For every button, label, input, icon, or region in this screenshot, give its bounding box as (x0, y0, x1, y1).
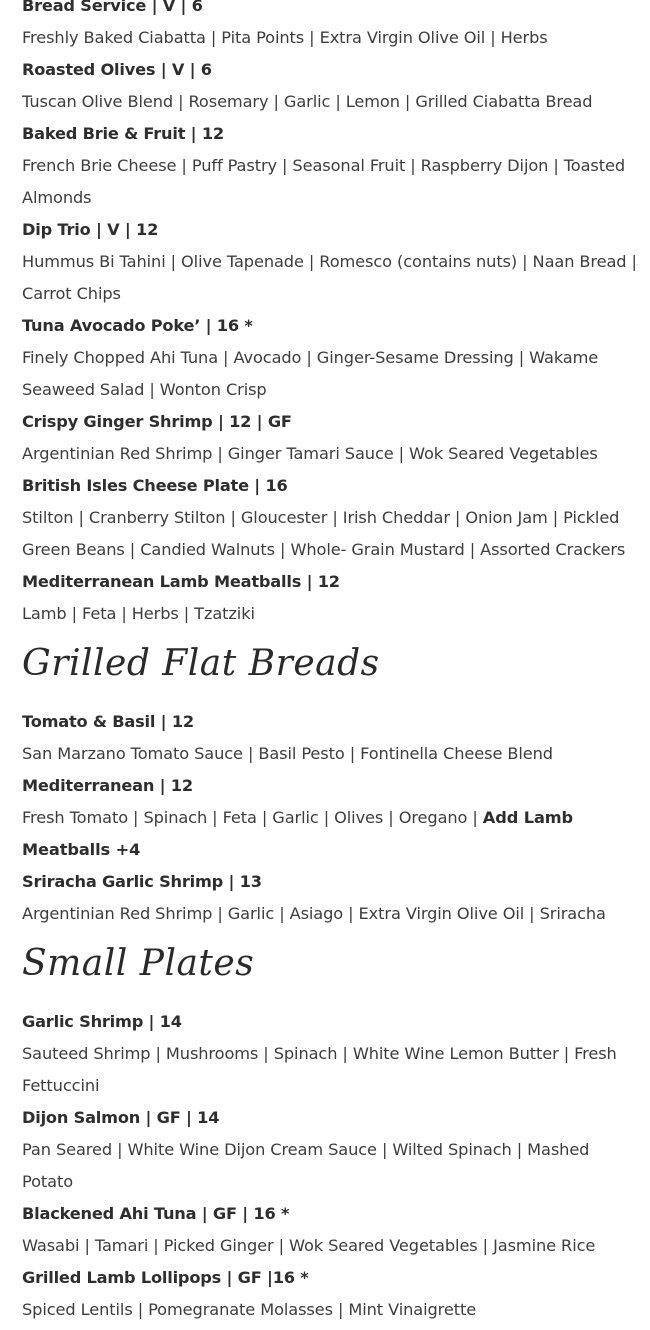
item-description: Potato (22, 1172, 74, 1191)
item-description: Spiced Lentils | Pomegranate Molasses | Mint Vinaigrette (22, 1300, 477, 1319)
item-description-text: Fresh Tomato | Spinach | Feta | Garlic | Olives | Oregano | (22, 808, 483, 827)
item-name: British Isles Cheese Plate | 16 (22, 476, 288, 495)
item-description: Green Beans | Candied Walnuts | Whole- Grain Mustard | Assorted Crackers (22, 540, 626, 559)
item-name: Mediterranean Lamb Meatballs | 12 (22, 572, 340, 591)
small-plates-section (22, 938, 632, 1326)
add-on-label: Add Lamb (482, 808, 574, 827)
section-title: Grilled Flat Breads (22, 643, 380, 684)
menu-item (22, 214, 637, 310)
menu-item (22, 54, 632, 118)
item-name: Tomato & Basil | 12 (22, 712, 194, 731)
item-description: French Brie Cheese | Puff Pastry | Seasonal Fruit | Raspberry Dijon | Toasted (22, 156, 626, 175)
item-description: Argentinian Red Shrimp | Garlic | Asiago | Extra Virgin Olive Oil | Sriracha (22, 904, 606, 923)
item-description: San Marzano Tomato Sauce | Basil Pesto | Fontinella Cheese Blend (22, 744, 553, 763)
menu-item (22, 1102, 632, 1198)
item-description: Argentinian Red Shrimp | Ginger Tamari Sauce | Wok Seared Vegetables (22, 444, 598, 463)
item-name: Mediterranean | 12 (22, 776, 193, 795)
item-description: Hummus Bi Tahini | Olive Tapenade | Romesco (contains nuts) | Naan Bread | (22, 252, 637, 271)
menu-item (22, 118, 632, 214)
item-description: Tuscan Olive Blend | Rosemary | Garlic | Lemon | Grilled Ciabatta Bread (22, 92, 593, 111)
add-on-label: Meatballs +4 (22, 840, 141, 859)
item-name: Dip Trio | V | 12 (22, 220, 159, 239)
menu-item (22, 770, 632, 866)
menu-item (22, 706, 632, 770)
menu-item (22, 406, 632, 470)
item-description (22, 802, 632, 834)
item-description: Stilton | Cranberry Stilton | Gloucester | Irish Cheddar | Onion Jam | Pickled (22, 508, 620, 527)
menu-item (22, 866, 632, 930)
item-description: Fettuccini (22, 1076, 100, 1095)
menu-item (22, 1006, 632, 1102)
item-description: Pan Seared | White Wine Dijon Cream Sauce | Wilted Spinach | Mashed (22, 1140, 590, 1159)
menu-item (22, 470, 632, 566)
item-description: Lamb | Feta | Herbs | Tzatziki (22, 604, 255, 623)
item-name: Baked Brie & Fruit | 12 (22, 124, 224, 143)
item-name: Sriracha Garlic Shrimp | 13 (22, 872, 262, 891)
item-description: Almonds (22, 188, 92, 207)
item-description: Carrot Chips (22, 284, 121, 303)
item-name: Garlic Shrimp | 14 (22, 1012, 182, 1031)
item-name: Grilled Lamb Lollipops | GF |16 * (22, 1268, 309, 1287)
item-description: Freshly Baked Ciabatta | Pita Points | Extra Virgin Olive Oil | Herbs (22, 28, 548, 47)
item-description: Seaweed Salad | Wonton Crisp (22, 380, 267, 399)
item-description: Finely Chopped Ahi Tuna | Avocado | Ginger-Sesame Dressing | Wakame (22, 348, 599, 367)
menu-item (22, 1262, 632, 1326)
menu-page (22, 0, 637, 1326)
item-description (22, 834, 632, 866)
item-name: Blackened Ahi Tuna | GF | 16 * (22, 1204, 290, 1223)
item-name: Roasted Olives | V | 6 (22, 60, 212, 79)
item-description: Wasabi | Tamari | Picked Ginger | Wok Seared Vegetables | Jasmine Rice (22, 1236, 596, 1255)
section-title: Small Plates (22, 943, 255, 984)
appetizers-section (22, 0, 637, 630)
item-description: Sauteed Shrimp | Mushrooms | Spinach | White Wine Lemon Butter | Fresh (22, 1044, 617, 1063)
item-name: Tuna Avocado Poke’ | 16 * (22, 316, 253, 335)
item-name: Bread Service | V | 6 (22, 0, 203, 15)
menu-item (22, 1198, 632, 1262)
item-name: Dijon Salmon | GF | 14 (22, 1108, 220, 1127)
flatbreads-section (22, 640, 632, 930)
menu-item (22, 310, 632, 406)
menu-item (22, 566, 632, 630)
item-name: Crispy Ginger Shrimp | 12 | GF (22, 412, 292, 431)
menu-item (22, 0, 632, 54)
